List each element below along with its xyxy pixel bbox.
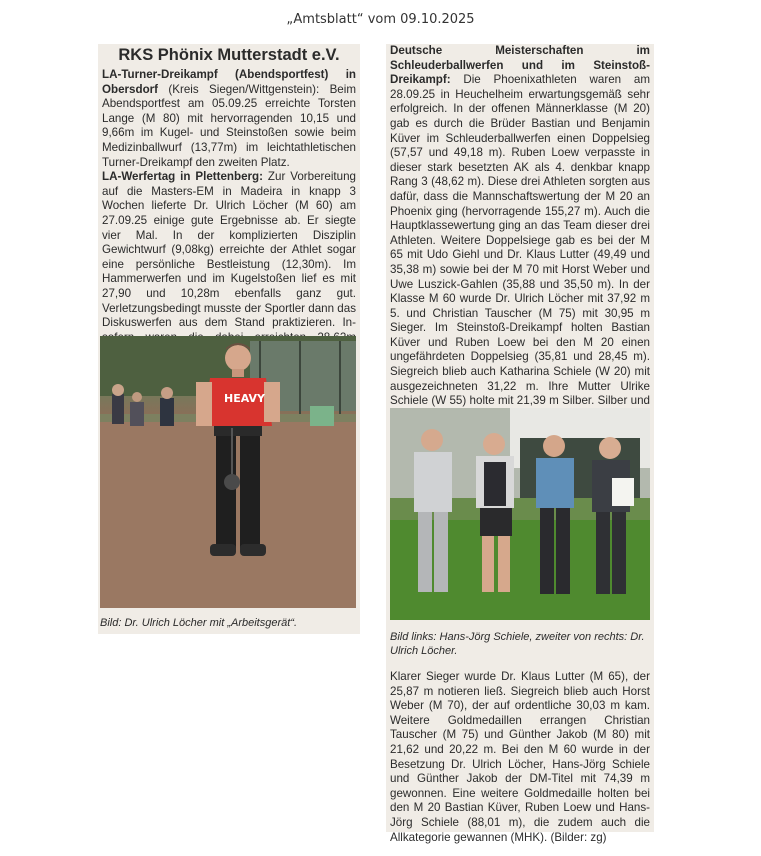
section2-body: Zur Vorbereitung auf die Masters-EM in Madeira in knapp 3 Wochen lieferte Dr. Ulrich Löcher (M 60) am 27.09.25 einige gute Ergebnisse ab. Er siegte vier Mal. In der komplizierten Disziplin Gewichtwurf (9,08kg) erreichte der Athlet sogar eine persönliche Bestleistung (12,30m). Im Hammerwerfen und im Kugelstoßen lief es mit 27,90 und 10,28m ebenfalls ganz gut. Verletzungsbedingt musste der Sportler dann das Diskuswerfen aus dem Stand praktizieren. In-: [102, 170, 356, 330]
right-article-clipping: [386, 44, 654, 844]
article-title: RKS Phönix Mutterstadt e.V.: [118, 46, 340, 64]
championship-paragraph: [390, 44, 650, 438]
right-photo-caption: Bild links: Hans-Jörg Schiele, zweiter von rechts: Dr. Ulrich Löcher.: [390, 631, 645, 657]
left-photo-caption: Bild: Dr. Ulrich Löcher mit „Arbeitsgerät“.: [100, 617, 298, 629]
continuation-paragraph: Klarer Sieger wurde Dr. Klaus Lutter (M 65), der 25,87 m notieren ließ. Siegreich blieb auch Horst Weber (M 70), der auf ordentliche 30,03 m kam. Weitere Goldmedaillen errangen Christian Tauscher (M 75) und Günther Jakob (M 80) mit 21,62 und 20,22 m. Bei den M 60 wurde in der Besetzung Dr. Ulrich Löcher, Hans-Jörg Schiele und Günther Jakob der DM-Titel mit 74,39 m gewonnen. Eine weitere Goldmedaille holten bei den M 20 Bastian Küver, Ruben Loew und Hans-Jörg Schiele (88,01 m), die zudem auch die Allkategorie gewannen (MHK). (Bilder: zg): [390, 670, 650, 844]
athlete-photo-illustration: [100, 336, 356, 608]
athlete-photo: [100, 336, 356, 608]
section2-heading: LA-Werfertag in Plettenberg:: [102, 170, 264, 184]
section2-paragraph: [102, 170, 356, 360]
page-header: „Amtsblatt“ vom 09.10.2025: [286, 12, 475, 27]
team-photo: [390, 408, 650, 620]
team-photo-illustration: [390, 408, 650, 620]
championship-heading: Deutsche Meisterschaften im Schleuderballwerfen und im Steinstoß-Dreikampf:: [390, 44, 650, 87]
championship-body: Die Phoenixathleten waren am 28.09.25 in Heuchelheim erwartungsgemäß sehr erfolgreich. In der offenen Männerklasse (M 20) gab es durch die Brüder Bastian und Benjamin Küver im Schleuderballwerfen einen Doppelsieg (57,57 und 49,18 m). Ruben Loew verpasste in dieser stark besetzten AK als 4. denkbar knapp Rang 3 (48,62 m). Diese drei Athleten sorgten aus dafür, dass die Mannschaftswertung der M 20 an Phoenix ging (hervorragende 155,27 m). Auch die Hauptklassewertung ging an das Team dieser drei Athleten. Weitere Doppelsiege gab es bei der M 65 mit Udo Giehl und Dr. Klaus Lutter (49,49 und 35,38 m) sowie bei der M 70 mit Horst Weber und Uwe Luszick-Gahlen (35,88 und 35,50 m). In der Klasse M 60 wurde Dr. Ulrich Löcher mit 37,92 m 5. und Christian Tauscher (M 75) mit 30,95 m Sieger. Im Steinstoß-Dreikampf holten Bastian Küver und Ruben Loew bei den M 20 einen ungefährdeten Doppelsieg (35,81 und 28,45 m). Siegreich blieb auch Katharina Schiele (W 20) mit ausgezeichneten 31,22 m. Ihre Mutter Ulrike Schiele (W 55) holte mit 21,39 m Silber. Silber und: [390, 73, 650, 408]
left-article-clipping: [98, 44, 360, 634]
continuation-block: [390, 670, 650, 845]
section1-heading: LA-Turner-Dreikampf (Abendsportfest) in Obersdorf: [102, 68, 356, 96]
shirt-lettering: HEAVY: [224, 392, 265, 405]
section1-paragraph: [102, 68, 356, 170]
section1-body: (Kreis Siegen/Wittgenstein): Beim Abendsportfest am 05.09.25 erreichte Torsten Lange (M 80) mit hervorragenden 10,15 und 9,66m im Kugel- und Steinstoßen sowie beim Medizinballwurf (13,77m) im leichtathletischen Turner-Dreikampf den zweiten Platz.: [102, 82, 356, 169]
